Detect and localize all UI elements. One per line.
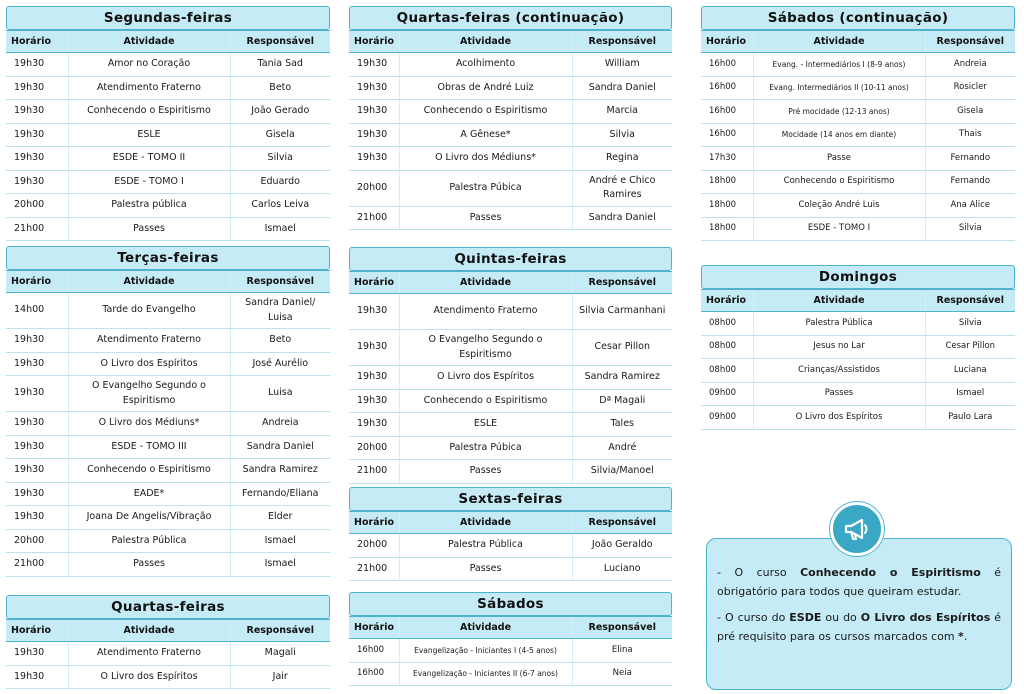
cell-activity: Obras de André Luiz: [399, 76, 572, 100]
table-row: [701, 312, 1015, 336]
cell-activity: Palestra Púbica: [399, 170, 572, 206]
cell-person: Neia: [572, 662, 672, 686]
cell-activity: ESDE - TOMO II: [68, 147, 230, 171]
cell-activity: Conhecendo o Espiritismo: [399, 389, 572, 413]
header-person: Responsável: [925, 290, 1015, 312]
table-row: [6, 435, 330, 459]
cell-time: 08h00: [701, 359, 753, 383]
section-title: Sextas-feiras: [349, 487, 672, 511]
cell-time: 20h00: [6, 529, 68, 553]
cell-person: Regina: [572, 147, 672, 171]
section-sextas: [349, 487, 672, 581]
header-time: Horário: [701, 31, 753, 53]
cell-time: 19h30: [6, 642, 68, 666]
table-row: [349, 53, 672, 77]
cell-activity: Atendimento Fraterno: [68, 642, 230, 666]
cell-person: Elder: [230, 506, 330, 530]
cell-time: 19h30: [6, 329, 68, 353]
cell-activity: Passes: [399, 206, 572, 230]
cell-person: Carlos Leiva: [230, 194, 330, 218]
cell-time: 19h30: [6, 506, 68, 530]
table-row: [349, 534, 672, 558]
section-title: Quartas-feiras (continuação): [349, 6, 672, 30]
section-quintas: [349, 247, 672, 484]
cell-person: Cesar Pillon: [925, 335, 1015, 359]
table-row: [6, 100, 330, 124]
table-row: [701, 335, 1015, 359]
cell-time: 19h30: [6, 352, 68, 376]
cell-activity: Amor no Coração: [68, 53, 230, 77]
section-title: Sábados (continuação): [701, 6, 1015, 30]
table-row: [6, 482, 330, 506]
cell-person: Dª Magali: [572, 389, 672, 413]
cell-activity: Acolhimento: [399, 53, 572, 77]
section-sabados: [349, 592, 672, 686]
cell-time: 21h00: [6, 553, 68, 577]
schedule-table: [6, 30, 330, 241]
section-quartas-continuacao: [349, 6, 672, 230]
table-row: [349, 460, 672, 484]
cell-person: Silvia: [230, 147, 330, 171]
cell-activity: Evangelização - Iniciantes II (6-7 anos): [399, 662, 572, 686]
header-time: Horário: [6, 31, 68, 53]
cell-person: André: [572, 436, 672, 460]
cell-activity: Joana De Angelis/Vibração: [68, 506, 230, 530]
cell-time: 17h30: [701, 147, 753, 171]
cell-activity: Pré mocidade (12-13 anos): [753, 100, 925, 124]
cell-time: 19h30: [6, 123, 68, 147]
notice-text: é obrigatório para todos que queiram estudar.: [717, 566, 1002, 599]
cell-person: Tales: [572, 413, 672, 437]
table-row: [701, 123, 1015, 147]
cell-person: Elina: [572, 639, 672, 663]
table-row: [349, 294, 672, 330]
header-time: Horário: [349, 272, 399, 294]
table-row: [6, 529, 330, 553]
table-row: [6, 412, 330, 436]
cell-person: Thais: [925, 123, 1015, 147]
table-row: [6, 506, 330, 530]
header-time: Horário: [349, 617, 399, 639]
header-time: Horário: [349, 31, 399, 53]
table-row: [349, 330, 672, 366]
table-row: [6, 76, 330, 100]
section-title: Quintas-feiras: [349, 247, 672, 271]
cell-person: Silvia/Manoel: [572, 460, 672, 484]
cell-person: Sandra Daniel: [572, 76, 672, 100]
cell-person: Fernando: [925, 170, 1015, 194]
cell-person: Ana Alice: [925, 194, 1015, 218]
cell-person: Silvia: [572, 123, 672, 147]
cell-activity: ESDE - TOMO III: [68, 435, 230, 459]
schedule-table: [349, 271, 672, 484]
table-row: [6, 147, 330, 171]
cell-activity: EADE*: [68, 482, 230, 506]
cell-time: 19h30: [6, 100, 68, 124]
schedule-table: [349, 511, 672, 581]
cell-activity: Passes: [399, 460, 572, 484]
header-activity: Atividade: [68, 620, 230, 642]
cell-person: Ismael: [925, 382, 1015, 406]
megaphone-icon: [830, 502, 884, 556]
header-activity: Atividade: [68, 31, 230, 53]
table-row: [701, 382, 1015, 406]
schedule-table: [349, 616, 672, 686]
cell-activity: Palestra Pública: [68, 529, 230, 553]
cell-time: 19h30: [6, 76, 68, 100]
cell-person: Eduardo: [230, 170, 330, 194]
cell-person: Cesar Pillon: [572, 330, 672, 366]
cell-activity: O Livro dos Médiuns*: [399, 147, 572, 171]
cell-activity: Palestra Púbica: [399, 436, 572, 460]
section-segundas: [6, 6, 330, 241]
cell-person: Sandra Ramirez: [230, 459, 330, 483]
cell-person: Fernando/Eliana: [230, 482, 330, 506]
header-person: Responsável: [572, 617, 672, 639]
section-domingos: [701, 265, 1015, 430]
cell-time: 19h30: [6, 412, 68, 436]
table-row: [349, 100, 672, 124]
cell-activity: Atendimento Fraterno: [399, 294, 572, 330]
cell-activity: Passes: [399, 557, 572, 581]
cell-activity: Atendimento Fraterno: [68, 329, 230, 353]
cell-time: 19h30: [6, 53, 68, 77]
cell-activity: Crianças/Assistidos: [753, 359, 925, 383]
cell-time: 14h00: [6, 293, 68, 329]
section-tercas: [6, 246, 330, 577]
cell-person: Beto: [230, 76, 330, 100]
cell-time: 19h30: [6, 170, 68, 194]
schedule-table: [6, 270, 330, 577]
cell-time: 20h00: [349, 436, 399, 460]
table-row: [349, 557, 672, 581]
cell-activity: ESDE - TOMO I: [68, 170, 230, 194]
cell-person: Andreia: [925, 53, 1015, 77]
table-row: [6, 170, 330, 194]
cell-activity: ESLE: [68, 123, 230, 147]
notice-bold: O Livro dos Espíritos: [860, 610, 991, 624]
header-activity: Atividade: [399, 512, 572, 534]
table-row: [701, 406, 1015, 430]
cell-person: Sandra Daniel/ Luisa: [230, 293, 330, 329]
table-row: [349, 170, 672, 206]
section-title: Segundas-feiras: [6, 6, 330, 30]
table-row: [6, 217, 330, 241]
cell-time: 19h30: [349, 100, 399, 124]
cell-time: 19h30: [349, 330, 399, 366]
cell-time: 19h30: [349, 389, 399, 413]
cell-person: Gisela: [230, 123, 330, 147]
cell-time: 19h30: [349, 76, 399, 100]
cell-activity: Conhecendo o Espiritismo: [68, 459, 230, 483]
cell-person: Ismael: [230, 553, 330, 577]
cell-time: 16h00: [349, 639, 399, 663]
schedule-table: [701, 30, 1015, 241]
table-row: [701, 53, 1015, 77]
schedule-table: [349, 30, 672, 230]
header-activity: Atividade: [399, 617, 572, 639]
cell-activity: O Livro dos Espíritos: [399, 366, 572, 390]
header-activity: Atividade: [399, 272, 572, 294]
table-row: [6, 642, 330, 666]
header-activity: Atividade: [399, 31, 572, 53]
header-time: Horário: [701, 290, 753, 312]
cell-person: Rosicler: [925, 76, 1015, 100]
cell-activity: O Livro dos Espíritos: [753, 406, 925, 430]
cell-activity: Tarde do Evangelho: [68, 293, 230, 329]
section-title: Quartas-feiras: [6, 595, 330, 619]
cell-time: 09h00: [701, 406, 753, 430]
cell-activity: Palestra Pública: [753, 312, 925, 336]
cell-activity: Jesus no Lar: [753, 335, 925, 359]
cell-time: 19h30: [6, 665, 68, 689]
cell-time: 21h00: [349, 557, 399, 581]
cell-person: Sandra Ramirez: [572, 366, 672, 390]
schedule-table: [6, 619, 330, 689]
cell-activity: Passes: [753, 382, 925, 406]
cell-activity: O Evangelho Segundo o Espiritismo: [68, 376, 230, 412]
cell-activity: Palestra Pública: [399, 534, 572, 558]
section-title: Terças-feiras: [6, 246, 330, 270]
cell-activity: Conhecendo o Espiritismo: [68, 100, 230, 124]
cell-activity: O Livro dos Espíritos: [68, 352, 230, 376]
cell-person: José Aurélio: [230, 352, 330, 376]
cell-time: 19h30: [6, 376, 68, 412]
cell-time: 18h00: [701, 194, 753, 218]
header-person: Responsável: [230, 31, 330, 53]
table-row: [6, 459, 330, 483]
cell-activity: O Livro dos Médiuns*: [68, 412, 230, 436]
cell-time: 16h00: [701, 53, 753, 77]
cell-activity: Evang. - Intermediários I (8-9 anos): [753, 53, 925, 77]
cell-time: 09h00: [701, 382, 753, 406]
cell-time: 08h00: [701, 335, 753, 359]
notice-text: é pré requisito para os cursos marcados com: [717, 610, 1002, 643]
cell-time: 19h30: [349, 123, 399, 147]
cell-activity: Passes: [68, 553, 230, 577]
cell-time: 19h30: [6, 147, 68, 171]
cell-time: 19h30: [6, 459, 68, 483]
cell-activity: Evang. Intermediários II (10-11 anos): [753, 76, 925, 100]
cell-activity: O Livro dos Espíritos: [68, 665, 230, 689]
cell-activity: Conhecendo o Espiritismo: [753, 170, 925, 194]
cell-person: Luciano: [572, 557, 672, 581]
cell-time: 16h00: [701, 123, 753, 147]
cell-time: 20h00: [349, 170, 399, 206]
cell-person: Sandra Daniel: [572, 206, 672, 230]
table-row: [349, 123, 672, 147]
cell-person: Luisa: [230, 376, 330, 412]
cell-time: 16h00: [701, 76, 753, 100]
header-activity: Atividade: [68, 271, 230, 293]
cell-time: 19h30: [6, 482, 68, 506]
notice-text: - O curso do: [717, 610, 790, 624]
cell-activity: ESDE - TOMO I: [753, 217, 925, 241]
table-row: [6, 123, 330, 147]
table-row: [349, 662, 672, 686]
section-title: Sábados: [349, 592, 672, 616]
notice-text: ou do: [821, 610, 861, 624]
cell-time: 19h30: [349, 413, 399, 437]
cell-activity: Coleção André Luis: [753, 194, 925, 218]
cell-person: Marcia: [572, 100, 672, 124]
table-row: [349, 436, 672, 460]
header-time: Horário: [349, 512, 399, 534]
table-row: [6, 376, 330, 412]
cell-activity: Passes: [68, 217, 230, 241]
cell-person: Beto: [230, 329, 330, 353]
cell-person: Magali: [230, 642, 330, 666]
table-row: [6, 352, 330, 376]
cell-time: 20h00: [6, 194, 68, 218]
table-row: [349, 366, 672, 390]
table-row: [6, 665, 330, 689]
table-row: [701, 76, 1015, 100]
cell-person: Fernando: [925, 147, 1015, 171]
notice-text: - O curso: [717, 566, 801, 579]
table-row: [349, 76, 672, 100]
notice-bold: Conhecendo o Espiritismo: [800, 566, 981, 579]
table-row: [6, 194, 330, 218]
table-row: [701, 100, 1015, 124]
table-row: [6, 329, 330, 353]
header-person: Responsável: [925, 31, 1015, 53]
table-row: [701, 359, 1015, 383]
notice-box: [706, 538, 1012, 690]
cell-time: 19h30: [349, 147, 399, 171]
cell-person: Ismael: [230, 217, 330, 241]
cell-time: 16h00: [701, 100, 753, 124]
cell-person: Andreia: [230, 412, 330, 436]
cell-time: 18h00: [701, 217, 753, 241]
cell-time: 19h30: [6, 435, 68, 459]
table-row: [6, 53, 330, 77]
cell-time: 16h00: [349, 662, 399, 686]
header-person: Responsável: [230, 271, 330, 293]
header-activity: Atividade: [753, 31, 925, 53]
section-sabados-continuacao: [701, 6, 1015, 241]
cell-time: 21h00: [6, 217, 68, 241]
cell-person: Luciana: [925, 359, 1015, 383]
notice-text: .: [963, 629, 968, 643]
cell-activity: Atendimento Fraterno: [68, 76, 230, 100]
table-row: [6, 553, 330, 577]
cell-person: Tania Sad: [230, 53, 330, 77]
cell-activity: ESLE: [399, 413, 572, 437]
header-activity: Atividade: [753, 290, 925, 312]
cell-activity: Palestra pública: [68, 194, 230, 218]
table-row: [6, 293, 330, 329]
cell-person: Ismael: [230, 529, 330, 553]
cell-time: 21h00: [349, 206, 399, 230]
cell-person: André e Chico Ramires: [572, 170, 672, 206]
cell-person: William: [572, 53, 672, 77]
cell-time: 19h30: [349, 53, 399, 77]
header-person: Responsável: [572, 31, 672, 53]
cell-person: Sandra Daniel: [230, 435, 330, 459]
table-row: [349, 389, 672, 413]
cell-activity: Evangelização - Iniciantes I (4-5 anos): [399, 639, 572, 663]
section-title: Domingos: [701, 265, 1015, 289]
cell-time: 20h00: [349, 534, 399, 558]
cell-time: 08h00: [701, 312, 753, 336]
cell-activity: O Evangelho Segundo o Espiritismo: [399, 330, 572, 366]
notice-bold: ESDE: [789, 610, 822, 624]
cell-person: João Gerado: [230, 100, 330, 124]
cell-time: 21h00: [349, 460, 399, 484]
notice-line-1: [717, 563, 1001, 602]
cell-person: Silvia: [925, 312, 1015, 336]
header-time: Horário: [6, 620, 68, 642]
table-row: [349, 639, 672, 663]
notice-star: *: [958, 629, 964, 643]
table-row: [349, 206, 672, 230]
cell-person: Paulo Lara: [925, 406, 1015, 430]
cell-time: 18h00: [701, 170, 753, 194]
table-row: [349, 147, 672, 171]
cell-activity: Passe: [753, 147, 925, 171]
table-row: [701, 147, 1015, 171]
table-row: [349, 413, 672, 437]
notice-line-2: [717, 608, 1001, 647]
cell-person: Silvia Carmanhani: [572, 294, 672, 330]
section-quartas: [6, 595, 330, 689]
header-person: Responsável: [572, 512, 672, 534]
cell-time: 19h30: [349, 366, 399, 390]
header-time: Horário: [6, 271, 68, 293]
header-person: Responsável: [572, 272, 672, 294]
cell-person: Jair: [230, 665, 330, 689]
table-row: [701, 194, 1015, 218]
cell-activity: Conhecendo o Espiritismo: [399, 100, 572, 124]
schedule-table: [701, 289, 1015, 430]
cell-person: Silvia: [925, 217, 1015, 241]
cell-activity: A Gênese*: [399, 123, 572, 147]
header-person: Responsável: [230, 620, 330, 642]
cell-time: 19h30: [349, 294, 399, 330]
table-row: [701, 170, 1015, 194]
cell-person: João Geraldo: [572, 534, 672, 558]
cell-person: Gisela: [925, 100, 1015, 124]
table-row: [701, 217, 1015, 241]
cell-activity: Mocidade (14 anos em diante): [753, 123, 925, 147]
